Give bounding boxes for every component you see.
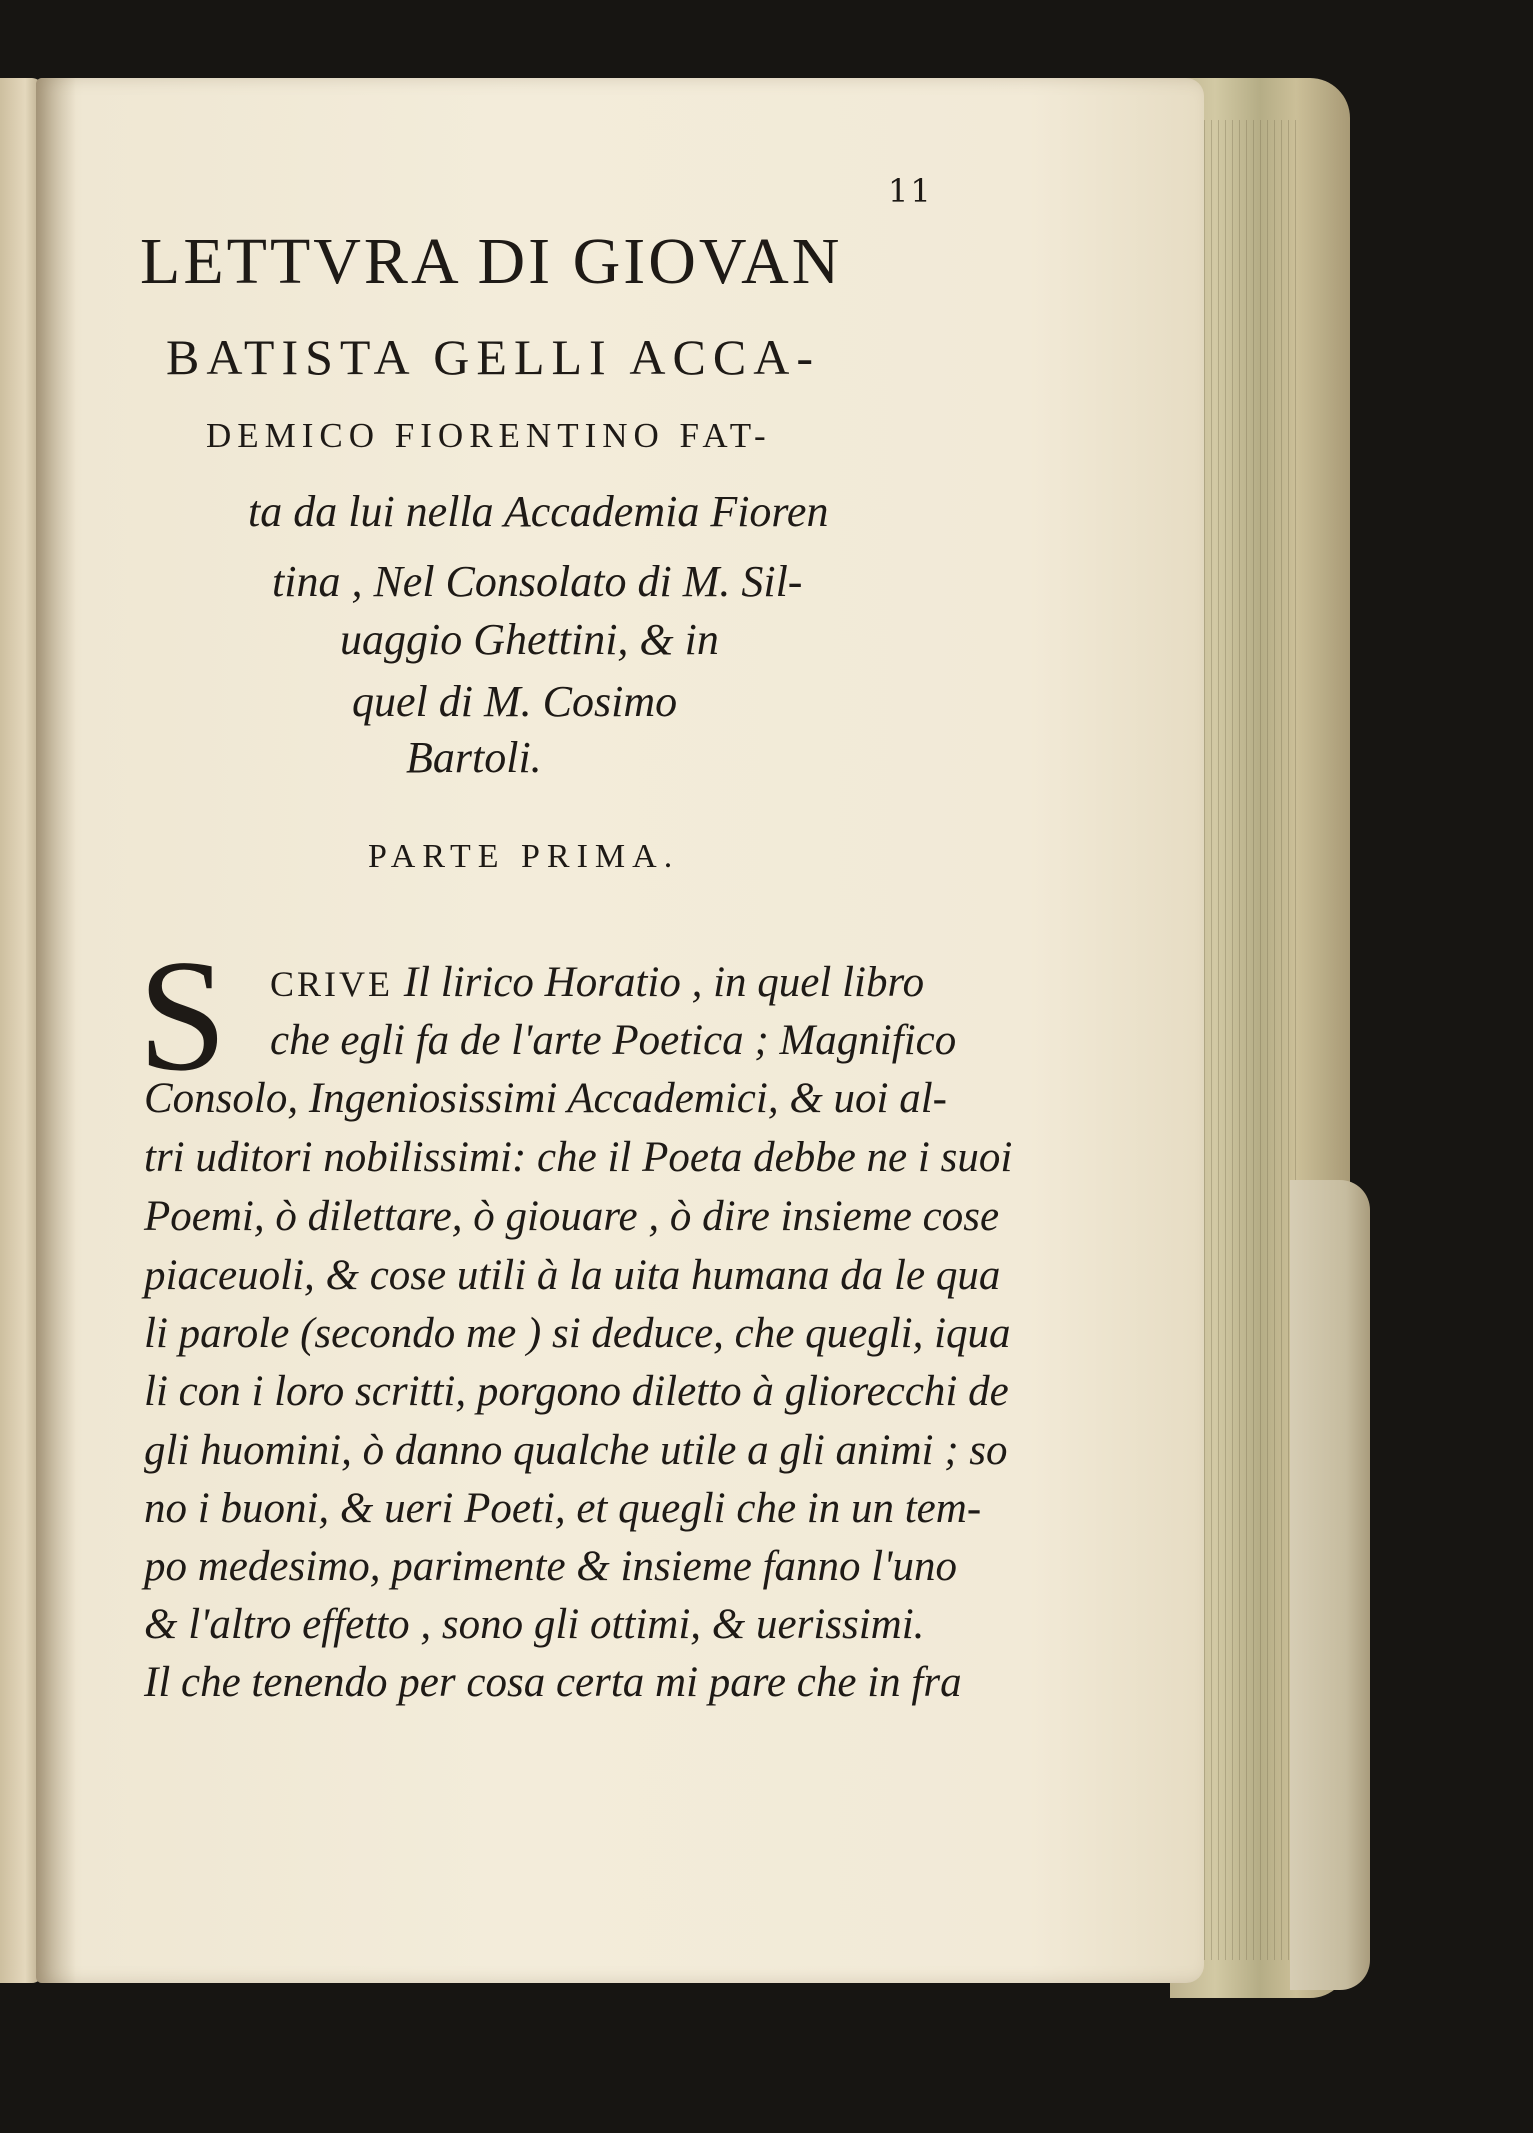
- section-heading: PARTE PRIMA.: [368, 838, 680, 875]
- body-line-10: no i buoni, & ueri Poeti, et quegli che in un tem-: [144, 1485, 982, 1532]
- body-line-4: tri uditori nobilissimi: che il Poeta debbe ne i suoi: [144, 1134, 1013, 1181]
- first-word: CRIVE: [270, 964, 393, 1004]
- body-line-3: Consolo, Ingeniosissimi Accademici, & uoi al-: [144, 1075, 947, 1122]
- subtitle-line-3: uaggio Ghettini, & in: [340, 615, 719, 664]
- body-line-12: & l'altro effetto , sono gli ottimi, & uerissimi.: [144, 1601, 925, 1648]
- body-line-5: Poemi, ò dilettare, ò giouare , ò dire insieme cose: [144, 1193, 1000, 1240]
- page-edges: [1190, 120, 1300, 1960]
- body-line-13: Il che tenendo per cosa certa mi pare che in fra: [144, 1659, 962, 1706]
- title-line-2: BATISTA GELLI ACCA-: [166, 329, 820, 385]
- folio-number: 11: [888, 172, 933, 210]
- subtitle-line-2: tina , Nel Consolato di M. Sil-: [272, 557, 803, 606]
- drop-cap: S: [138, 926, 227, 1104]
- body-line-6: piaceuoli, & cose utili à la uita humana da le qua: [144, 1252, 1001, 1299]
- body-line-11: po medesimo, parimente & insieme fanno l'uno: [144, 1543, 957, 1590]
- body-line-7: li parole (secondo me ) si deduce, che quegli, iqua: [144, 1310, 1011, 1357]
- body-line-2: che egli fa de l'arte Poetica ; Magnifico: [270, 1017, 957, 1064]
- title-line-3: DEMICO FIORENTINO FAT-: [206, 416, 772, 455]
- subtitle-line-1: ta da lui nella Accademia Fioren: [248, 487, 829, 536]
- subtitle-line-4: quel di M. Cosimo: [352, 677, 678, 726]
- subtitle-line-5: Bartoli.: [406, 733, 542, 782]
- title-line-1: LETTVRA DI GIOVAN: [140, 225, 843, 298]
- body-line-1: [270, 958, 924, 1007]
- gutter-shadow: [36, 78, 76, 1983]
- body-line-9: gli huomini, ò danno qualche utile a gli animi ; so: [144, 1427, 1008, 1474]
- vellum-cover-edge: [1290, 1180, 1370, 1990]
- body-line-8: li con i loro scritti, porgono diletto à gliorecchi de: [144, 1368, 1009, 1415]
- first-line-rest: Il lirico Horatio , in quel libro: [403, 959, 925, 1006]
